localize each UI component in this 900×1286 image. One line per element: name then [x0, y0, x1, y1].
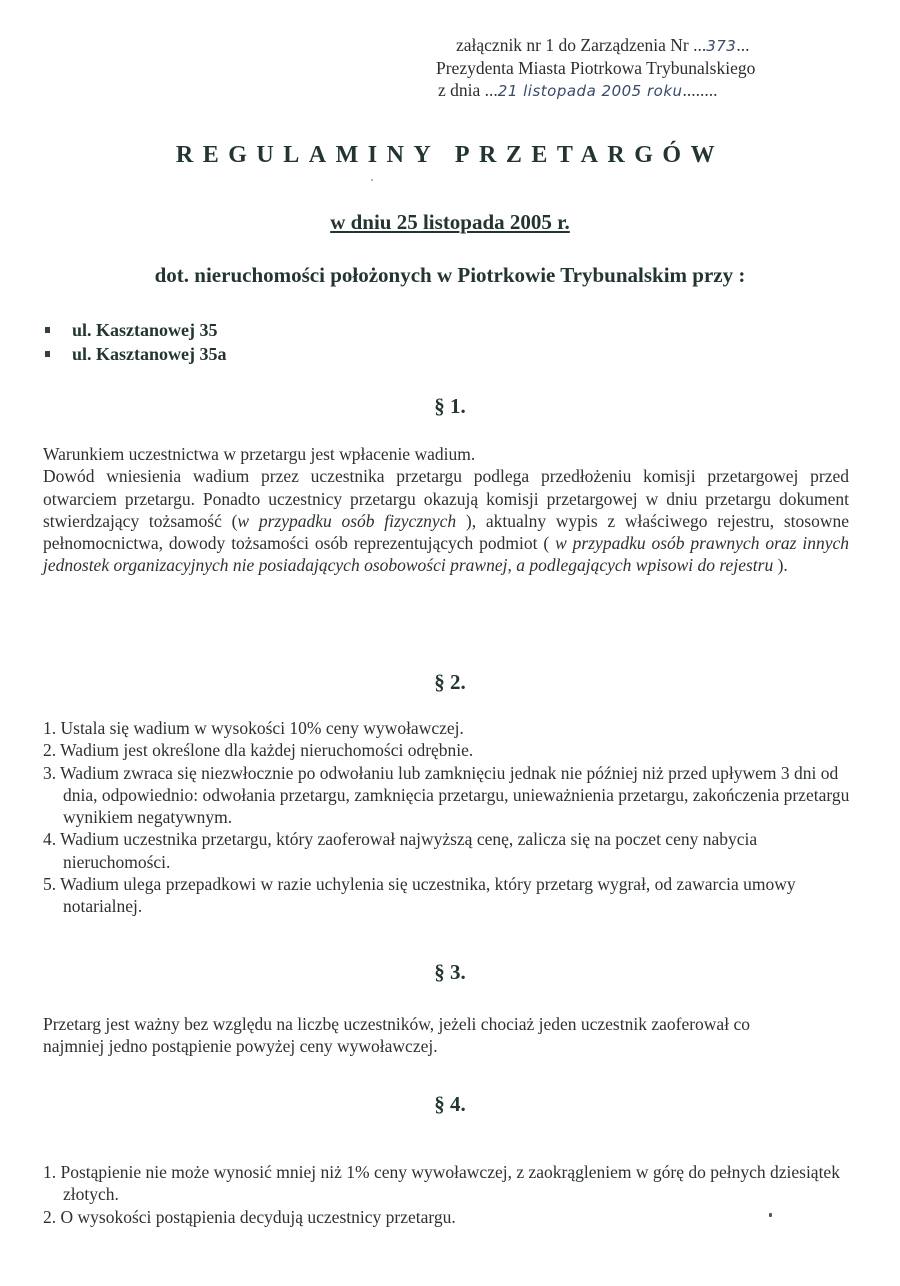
attachment-line-3: [436, 79, 846, 102]
address-item: [45, 318, 227, 342]
section-2-item: 5. Wadium ulega przepadkowi w razie uchylenia się uczestnika, który przetarg wygrał, od zawarcia umowy notarialnej.: [43, 874, 796, 917]
section-4-item: 2. O wysokości postąpienia decydują uczestnicy przetargu.: [43, 1206, 456, 1227]
section-1-paragraph-1: Warunkiem uczestnictwa w przetargu jest wpłacenie wadium.: [43, 444, 476, 464]
section-4-item: 1. Postąpienie nie może wynosić mniej niż 1% ceny wywoławczej, z zaokrągleniem w górę do pełnych dziesiątek złotych.: [43, 1162, 840, 1205]
section-1-body: [43, 443, 849, 577]
section-2-item: 4. Wadium uczestnika przetargu, który zaoferował najwyższą cenę, zalicza się na poczet ceny nabycia nieruchomości.: [43, 829, 758, 872]
section-3-body: Przetarg jest ważny bez względu na liczbę uczestników, jeżeli chociaż jeden uczestnik zaoferował co najmniej jedno postąpienie powyżej ceny wywoławczej.: [43, 1014, 750, 1057]
scan-speck: [769, 1213, 772, 1217]
section-1-italic-legal-persons: w przypadku osób prawnych oraz innych jednostek organizacyjnych nie posiadających osobowości prawnej, a podlegających wpisowi do rejestru: [43, 533, 849, 576]
attachment-line-1-prefix: załącznik nr 1 do Zarządzenia Nr ...: [456, 35, 707, 55]
section-4-heading: § 4.: [434, 1092, 466, 1116]
section-3-heading: § 3.: [434, 960, 466, 984]
attachment-line-3-suffix: ........: [682, 80, 718, 100]
handwritten-date: 21 listopada 2005 roku: [497, 82, 683, 100]
attachment-line-3-prefix: z dnia ...: [438, 80, 498, 100]
section-2-item: 1. Ustala się wadium w wysokości 10% ceny wywoławczej.: [43, 718, 464, 738]
auction-date: w dniu 25 listopada 2005 r.: [330, 210, 570, 234]
section-1-heading: § 1.: [434, 394, 466, 418]
attachment-line-2: Prezydenta Miasta Piotrkowa Trybunalskiego: [436, 58, 756, 78]
section-1-paragraph-2: [43, 465, 849, 576]
document-subject: dot. nieruchomości położonych w Piotrkowie Trybunalskim przy :: [154, 263, 746, 287]
section-1-text-b: ), aktualny wypis z właściwego rejestru, stosowne pełnomocnictwa, dowody tożsamości osób reprezentujących podmiot (: [43, 510, 849, 554]
section-2-item: 2. Wadium jest określone dla każdej nieruchomości odrębnie.: [43, 740, 474, 761]
attachment-header: [436, 34, 846, 102]
section-1-text-a: Dowód wniesienia wadium przez uczestnika przetargu podlega przedłożeniu komisji przetargowej przed otwarciem przetargu. Ponadto uczestnicy przetargu okazują komisji przetargowej w dniu przetargu dokument stwierdzający tożsamość (: [43, 466, 849, 531]
address-text: ul. Kasztanowej 35a: [72, 344, 227, 364]
scan-speck: [371, 179, 373, 181]
address-text: ul. Kasztanowej 35: [72, 320, 218, 340]
section-4-list: [43, 1161, 843, 1228]
square-bullet-icon: [45, 327, 50, 333]
document-title: REGULAMINY PRZETARGÓW: [175, 142, 725, 168]
attachment-line-1-suffix: ...: [736, 35, 750, 55]
section-2-item: 3. Wadium zwraca się niezwłocznie po odwołaniu lub zamknięciu jednak nie później niż przed upływem 3 dni od dnia, odpowiednio: odwołania przetargu, zamknięcia przetargu, unieważnienia przetargu, zakończenia przetargu wynikiem negatywnym.: [43, 762, 850, 828]
section-2-list: [43, 717, 853, 918]
handwritten-order-number: 373: [706, 37, 737, 55]
section-2-heading: § 2.: [434, 670, 466, 694]
section-1-italic-natural-persons: w przypadku osób fizycznych: [237, 510, 457, 531]
section-1-text-c: ).: [773, 555, 788, 576]
square-bullet-icon: [45, 351, 50, 357]
address-item: [45, 342, 227, 366]
attachment-line-1: [436, 34, 846, 57]
address-list: [45, 318, 227, 366]
